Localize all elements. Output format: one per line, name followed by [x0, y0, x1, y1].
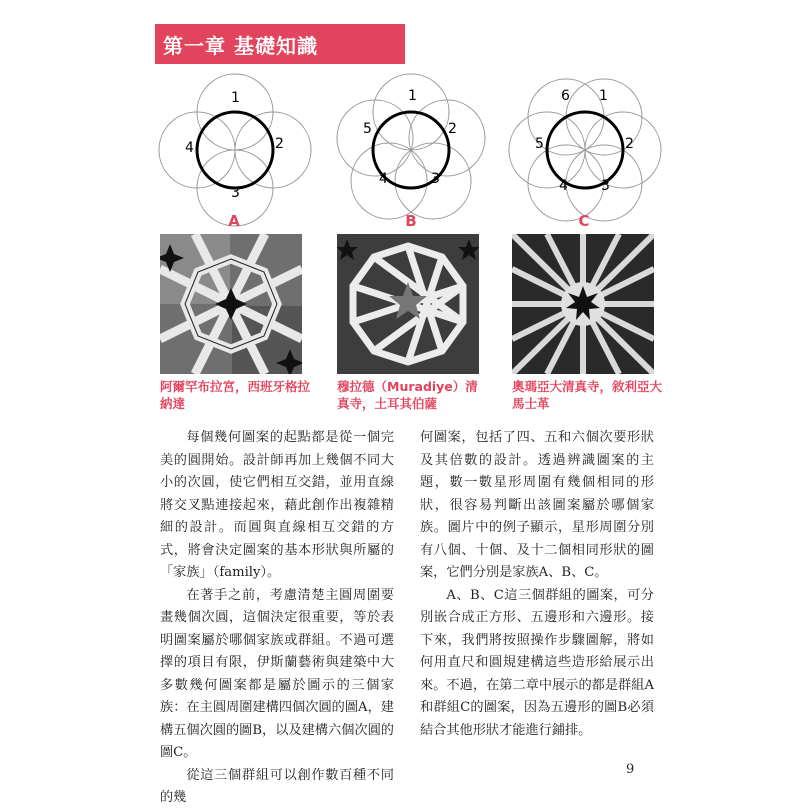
diagram-number: 2 [448, 121, 457, 137]
diagram-number: 1 [408, 88, 417, 104]
diagram-number: 6 [561, 88, 570, 104]
diagram-number: 2 [625, 136, 634, 152]
paragraph: 在著手之前，考慮清楚主圓周圍要畫幾個次圓，這個決定很重要，等於表明圖案屬於哪個家族或群組。不過可選擇的項目有限，伊斯蘭藝術與建築中大多數幾何圖案都是屬於圖示的三個家族：在主圓周圍建構四個次圓的圖A，建構五個次圓的圖B，以及建構六個次圓的圖C。 [160, 587, 394, 760]
chapter-title: 第一章 基礎知識 [163, 34, 318, 58]
diagram-label-c: C [578, 212, 590, 230]
diagram-label-b: B [405, 212, 417, 230]
diagram-b [331, 70, 491, 230]
diagram-number: 4 [379, 171, 388, 187]
diagram-c [505, 70, 665, 230]
diagram-number: 5 [535, 136, 544, 152]
caption-umayyad: 奧瑪亞大清真寺，敘利亞大馬士革 [512, 379, 663, 411]
diagram-number: 3 [601, 178, 610, 194]
photo-alhambra [160, 234, 302, 374]
diagram-number: 4 [559, 178, 568, 194]
paragraph: 每個幾何圖案的起點都是從一個完美的圓開始。設計師再加上幾個不同大小的次圓，使它們相互交錯，並用直線將交叉點連接起來，藉此創作出複雜精細的設計。而圓與直線相互交錯的方式，將會決定圖案的基本形狀與所屬的「家族」（family）。 [160, 430, 394, 580]
caption-alhambra: 阿爾罕布拉宮，西班牙格拉納達 [160, 379, 311, 411]
caption-muradiye: 穆拉德（Muradiye）清真寺，土耳其伯薩 [337, 379, 478, 411]
diagram-number: 5 [363, 121, 372, 137]
diagram-number: 3 [231, 185, 240, 201]
diagram-number: 2 [275, 136, 284, 152]
tile-pattern-10-fold [337, 234, 479, 374]
diagram-a [155, 70, 315, 230]
circle-construction-a [155, 70, 315, 230]
tile-pattern-12-fold [512, 234, 654, 374]
tile-pattern-8-fold [160, 234, 302, 374]
photo-muradiye [337, 234, 479, 374]
diagram-label-a: A [228, 212, 240, 230]
circle-construction-b [331, 70, 491, 230]
photo-umayyad [512, 234, 654, 374]
left-column [160, 427, 394, 810]
right-column [420, 427, 654, 742]
paragraph: 何圖案，包括了四、五和六個次要形狀及其倍數的設計。透過辨識圖案的主題，數一數星形周圍有幾個相同的形狀，很容易判斷出該圖案屬於哪個家族。圖片中的例子顯示，星形周圍分別有八個、十個、及十二個相同形狀的圖案，它們分別是家族A、B、C。 [420, 430, 654, 580]
paragraph: 從這三個群組可以創作數百種不同的幾 [160, 767, 394, 805]
circle-construction-c [505, 70, 665, 230]
chapter-header [155, 24, 405, 64]
diagram-number: 1 [231, 90, 240, 106]
diagram-number: 3 [431, 171, 440, 187]
diagram-number: 1 [599, 88, 608, 104]
paragraph: A、B、C這三個群組的圖案，可分別嵌合成正方形、五邊形和六邊形。接下來，我們將按照操作步驟圖解，將如何用直尺和圓規建構這些造形給展示出來。不過，在第二章中展示的都是群組A和群組C的圖案，因為五邊形的圖B必須結合其他形狀才能進行鋪排。 [420, 587, 654, 738]
diagram-number: 4 [185, 140, 194, 156]
page-number: 9 [626, 762, 635, 777]
